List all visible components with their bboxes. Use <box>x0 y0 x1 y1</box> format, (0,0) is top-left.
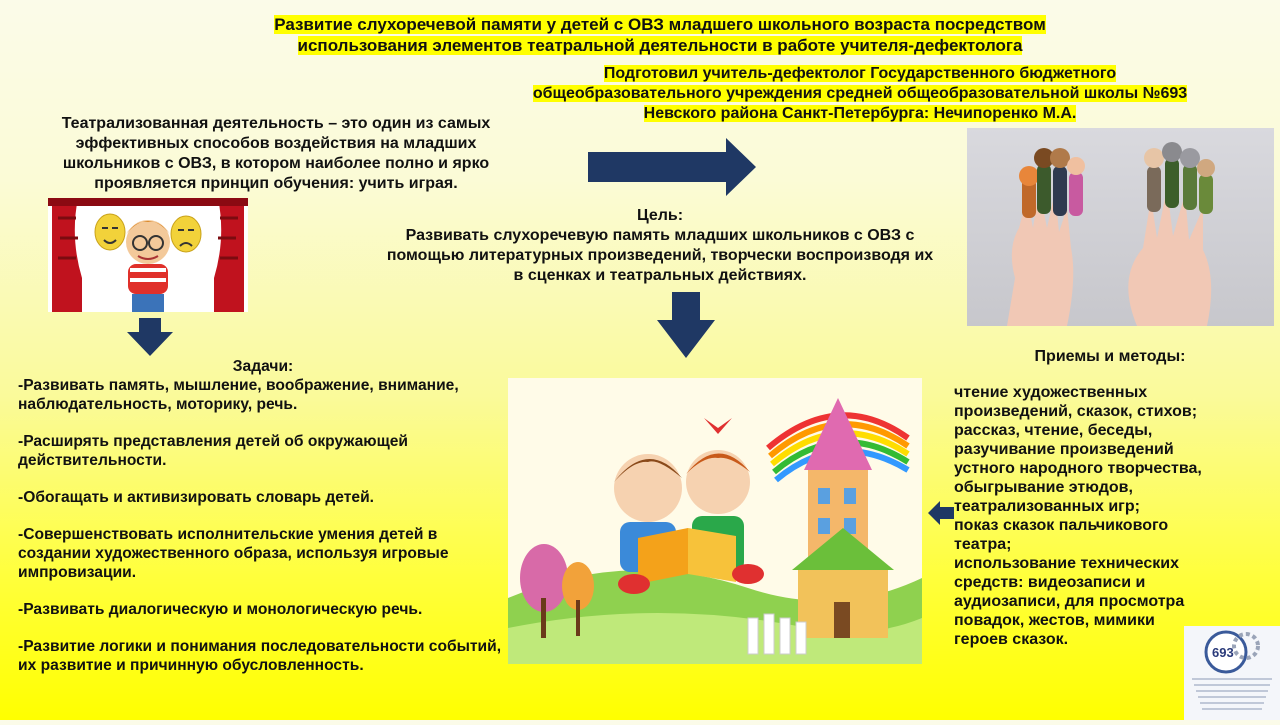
method-line: использование технических <box>954 555 1180 572</box>
method-line: театрализованных игр; <box>954 498 1140 515</box>
task-item: -Развитие логики и понимания последовательности событий, их развитие и причинную обусловленность. <box>18 638 502 674</box>
school-logo <box>1184 626 1280 720</box>
tasks-block <box>18 357 508 693</box>
school-emblem-icon <box>1184 626 1280 720</box>
method-line: произведений, сказок, стихов; <box>954 403 1198 420</box>
arrow-down-icon <box>657 292 715 358</box>
intro-text <box>12 114 540 194</box>
method-line: обыгрывание этюдов, <box>954 479 1133 496</box>
task-item: -Обогащать и активизировать словарь детей. <box>18 489 374 506</box>
methods-heading: Приемы и методы: <box>1034 348 1186 365</box>
task-item: -Совершенствовать исполнительские умения детей в создании художественного образа, используя игровые импровизации. <box>18 526 449 581</box>
goal-line: в сценках и театральных действиях. <box>513 267 807 284</box>
method-line: повадок, жестов, мимики <box>954 612 1155 629</box>
author-line-3: Невского района Санкт-Петербурга: Нечипоренко М.А. <box>643 105 1077 122</box>
author-block <box>470 64 1250 124</box>
finger-puppets-image <box>967 128 1274 326</box>
method-line: аудиозаписи, для просмотра <box>954 593 1185 610</box>
arrow-right-icon <box>588 138 758 196</box>
goal-heading: Цель: <box>636 207 684 224</box>
page-title <box>0 14 1280 56</box>
kids-reading-image <box>508 378 922 664</box>
method-line: разучивание произведений <box>954 441 1174 458</box>
intro-line: эффективных способов воздействия на младших <box>75 135 477 152</box>
method-line: театра; <box>954 536 1012 553</box>
method-line: рассказ, чтение, беседы, <box>954 422 1153 439</box>
author-line-1: Подготовил учитель-дефектолог Государственного бюджетного <box>603 65 1117 82</box>
tasks-heading: Задачи: <box>232 358 294 375</box>
task-item: -Расширять представления детей об окружающей действительности. <box>18 433 409 469</box>
method-line: средств: видеозаписи и <box>954 574 1146 591</box>
intro-line: проявляется принцип обучения: учить играя. <box>94 175 458 192</box>
author-line-2: общеобразовательного учреждения средней общеобразовательной школы №693 <box>532 85 1188 102</box>
title-line-2: использования элементов театральной деятельности в работе учителя-дефектолога <box>297 36 1023 55</box>
intro-line: школьников с ОВЗ, в котором наиболее полно и ярко <box>62 155 490 172</box>
method-line: чтение художественных <box>954 384 1148 401</box>
goal-block <box>340 206 980 286</box>
goal-line: Развивать слухоречевую память младших школьников с ОВЗ с <box>405 227 915 244</box>
method-line: устного народного творчества, <box>954 460 1202 477</box>
arrow-left-icon <box>928 500 954 526</box>
title-line-1: Развитие слухоречевой памяти у детей с ОВЗ младшего школьного возраста посредством <box>274 15 1046 34</box>
goal-line: помощью литературных произведений, творчески воспроизводя их <box>386 247 934 264</box>
methods-block <box>954 383 1254 649</box>
method-line: героев сказок. <box>954 631 1069 648</box>
task-item: -Развивать память, мышление, воображение, внимание, наблюдательность, моторику, речь. <box>18 377 459 413</box>
logo-number: 693 <box>1212 645 1234 660</box>
arrow-down-icon <box>127 318 173 358</box>
task-item: -Развивать диалогическую и монологическую речь. <box>18 601 423 618</box>
theatre-kid-image <box>48 198 248 312</box>
intro-line: Театрализованная деятельность – это один из самых <box>61 115 491 132</box>
method-line: показ сказок пальчикового <box>954 517 1169 534</box>
